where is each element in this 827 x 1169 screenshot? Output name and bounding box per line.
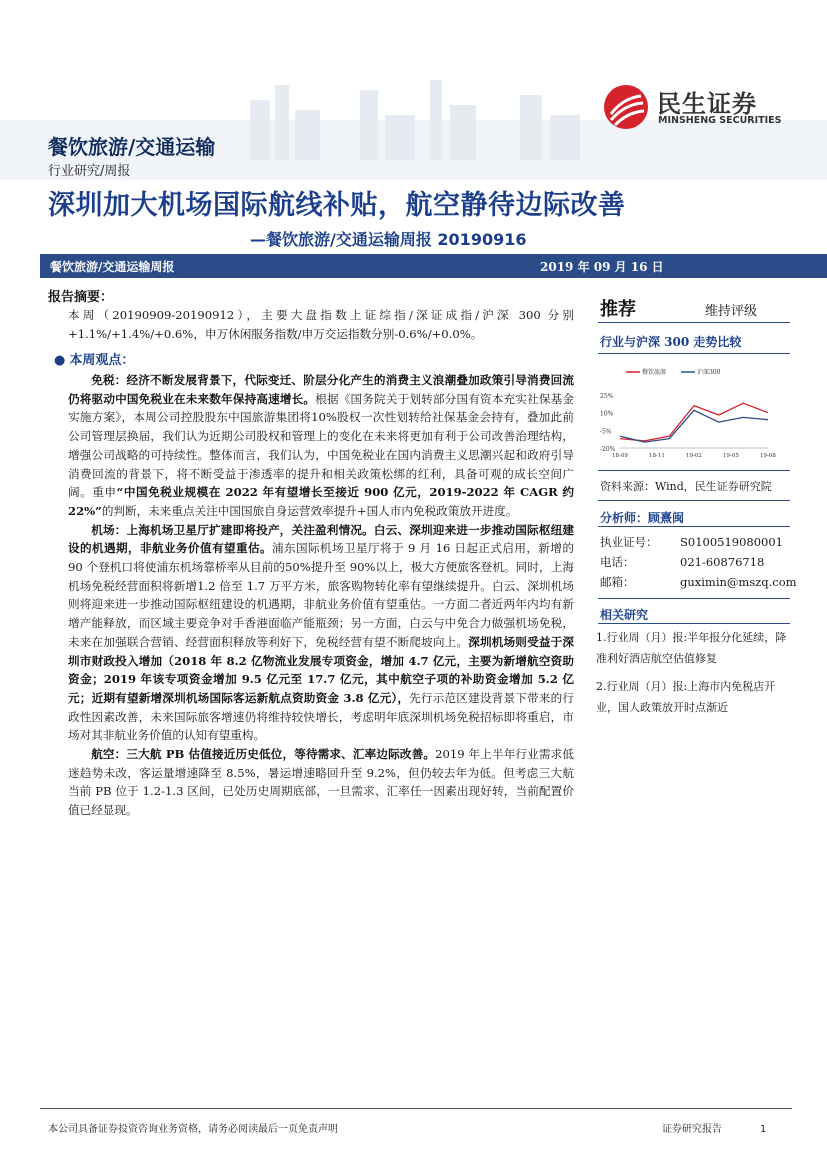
legend-label: 沪深300 [697,369,721,376]
email-row [600,572,797,592]
y-tick-label: -5% [600,428,612,436]
bar-report-name: 餐饮旅游/交通运输周报 [50,260,175,274]
page-number: 1 [760,1124,767,1135]
minsheng-logo [603,84,793,130]
paragraph-duty-free [68,371,574,521]
series-line [620,403,768,441]
cert-row [600,532,797,552]
divider [598,500,790,501]
rating-label: 推荐 [600,299,636,320]
duty-free-forecast: “中国免税业规模在 2022 年有望增长至接近 900 亿元，2019-2022 年 CAGR 约 22%” [68,485,574,518]
paragraph-airport [68,521,574,745]
duty-free-text: 根据《国务院关于划转部分国有资本充实社保基金实施方案》，本周公司控股股东中国旅游集团将10%股权一次性划转给社保基金会持有，叠加此前公司管理层换届，我们认为近期公司股权和管理上的变化在未来将更加有利于公司改善治理结构，增强公司战略的可持续性。整体而言，我们认为，中国免税业在国内消费主义思潮兴起和政府引导消费回流的背景下，将不断受益于渗透率的提升和相关政策松绑的红利，具备可观的成长空间广阔。重申 [68,391,574,500]
phone-value: 021-60876718 [680,555,765,569]
phone-label: 电话： [600,555,635,569]
related-heading: 相关研究 [600,608,649,622]
rating-value: 维持评级 [705,304,758,319]
chart-title: 行业与沪深 300 走势比较 [600,335,742,349]
y-tick-label: 25% [600,393,614,400]
views-body [68,371,574,820]
legend-label: 餐饮旅游 [642,369,667,376]
x-tick-label: 19-08 [760,453,776,459]
logo-cn-text: 民生证券 [657,90,757,118]
footer-disclaimer: 本公司具备证券投资咨询业务资格，请务必阅读最后一页免责声明 [48,1124,338,1135]
industry-title: 餐饮旅游/交通运输 [48,135,216,159]
divider [598,353,790,354]
logo-emblem-icon [603,84,649,130]
divider [598,322,790,323]
analyst-label: 分析师： [600,511,649,525]
email-label: 邮箱： [600,575,635,589]
views-heading-text: 本周观点： [69,353,135,368]
summary-text: 本周（20190909-20190912），主要大盘指数上证综指/深证成指/沪深 300 分别+1.1%/+1.4%/+0.6%，申万休闲服务指数/申万交运指数分别-0.6%/+0.0%。 [68,308,574,341]
divider [598,526,790,527]
duty-free-lead: 免税：经济不断发展背景下，代际变迁、阶层分化产生的消费主义浪潮叠加政策引导消费回流仍将驱动中国免税业在未来数年保持高速增长。 [68,373,574,406]
divider [598,470,790,471]
bar-report-date: 2019 年 09 月 16 日 [540,260,664,274]
related-item[interactable]: 2.行业周（月）报:上海市内免税店开业，国人政策放开时点渐近 [596,680,776,714]
analyst-info [600,532,797,592]
chart-source: 资料来源：Wind，民生证券研究院 [600,480,772,493]
report-type: 行业研究/周报 [48,164,131,179]
summary-heading: 报告摘要： [48,290,114,305]
divider [598,598,790,599]
divider [598,623,790,624]
aviation-text: 2019 年上半年行业需求低迷趋势未改，客运量增速降至 8.5%，暑运增速略回升至 9.2%，但仍较去年为低。但考虑三大航当前 PB 位于 1.2-1.3 区间，已处历史周期底部，一旦需求、汇率任一因素出现好转，当前配置价值已经显现。 [68,747,574,818]
y-tick-label: -20% [600,446,616,453]
phone-row [600,552,797,572]
x-tick-label: 18-11 [649,453,665,459]
y-tick-label: 10% [600,410,614,418]
footer-divider [40,1108,792,1109]
logo-en-text: MINSHENG SECURITIES [658,115,782,126]
airport-lead: 机场：上海机场卫星厅扩建即将投产，关注盈利情况。白云、深圳迎来进一步推动国际枢纽建设的机遇期，非航业务价值有望重估。 [68,522,574,556]
cert-label: 执业证号： [600,535,658,549]
series-line [620,410,768,442]
x-tick-label: 18-09 [612,453,628,459]
x-tick-label: 19-02 [686,453,702,459]
paragraph-aviation [68,745,574,820]
x-tick-label: 19-05 [723,453,739,459]
related-list [596,628,792,726]
footer-report-type: 证券研究报告 [662,1124,722,1135]
footer-label [662,1120,766,1135]
cert-value: S0100519080001 [680,535,783,549]
bullet-icon: ● [54,353,66,368]
airport-text: 浦东国际机场卫星厅将于 9 月 16 日起正式启用，新增的 90 个登机口将使浦东机场靠桥率从目前的50%提升至 90%以上，极大方便旅客登机。同时，上海机场免税经营面积将新增1.2 倍至 1.7 万平方米，旅客购物转化率有望继续提升。白云、深圳机场则将迎来进一步推动国际枢纽建设的机遇期，非航业务价值有望重估。一方面二者近两年内均有新增产能释放，而区域主要竞争对手香港面临产能瓶颈；另一方面，白云与中免合力做强机场免税，未来在加强联合营销、经营面积释放等利好下，免税经营有望不断爬坡向上。 [68,541,574,649]
related-item[interactable]: 1.行业周（月）报:半年报分化延续，降准利好酒店航空估值修复 [596,631,787,665]
report-title: 深圳加大机场国际航线补贴，航空静待边际改善 [48,190,626,221]
airport-text-end: 先行示范区建设背景下带来的行政性因素改善，未来国际旅客增速仍将维持较快增长，考虑明年底深圳机场免税招标即将重启，市场对其非航业务价值的认知有望重构。 [68,690,574,743]
views-heading [54,349,134,368]
email-value[interactable]: guximin@mszq.com [680,575,797,589]
report-subtitle: —餐饮旅游/交通运输周报 20190916 [250,230,527,249]
airport-shenzhen-funding: 深圳机场则受益于深圳市财政投入增加（2018 年 8.2 亿物流业发展专项资金，增加 4.7 亿元，主要为新增航空资助资金；2019 年该专项资金增加 9.5 亿元至 17.7 亿元，其中航空子项的补助资金增加 5.2 亿元；近期有望新增深圳机场国际客运新航点资助资金 3.8 亿元）， [68,634,574,705]
analyst-name: 顾熹闽 [648,511,685,525]
trend-chart [598,360,793,460]
duty-free-text-end: 的判断，未来重点关注中国国旅自身运营效率提升+国人市内免税政策放开进度。 [101,503,518,518]
aviation-lead: 航空：三大航 PB 估值接近历史低位，等待需求、汇率边际改善。 [91,747,436,762]
analyst-heading [600,509,684,526]
